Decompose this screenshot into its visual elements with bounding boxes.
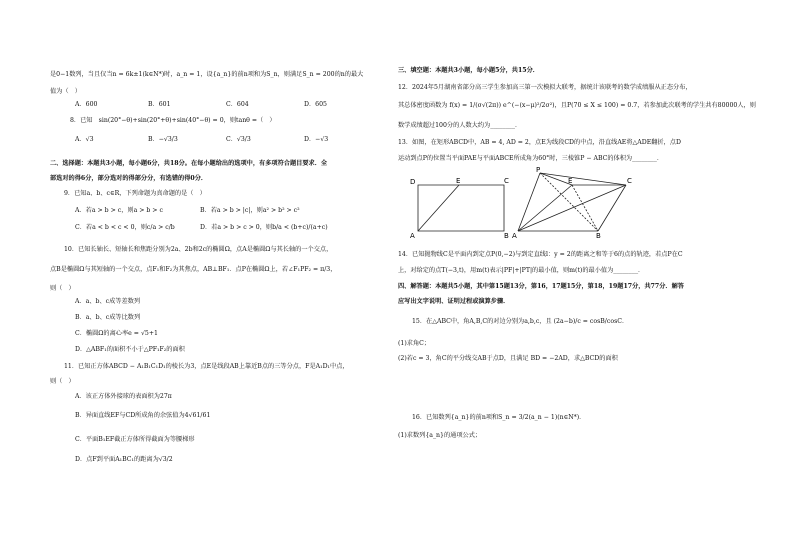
q16-text: 16．已知数列{a_n}的前n项和S_n = 3/2(a_n − 1)(n∈N*)． <box>412 414 586 421</box>
section2-heading-line2: 部选对的得6分，部分选对的得部分分，有选错的得0分． <box>50 175 208 182</box>
q9-option-c: C．若a < b < c < 0，则c/a > c/b <box>75 224 175 231</box>
q10-text-line1: 10．已知长轴长、短轴长和焦距分别为2a、2b和2c的椭圆Ω，点A是椭圆Ω与其长轴的一个交点， <box>64 246 333 253</box>
fig-label-d: D <box>410 178 416 186</box>
q12-text-line2: 其总体密度函数为 f(x) = 1/(σ√(2π)) e^(−(x−μ)²/2σ²)，且P(70 ≤ X ≤ 100) = 0.7，若参加此次联考的学生共有80000人，则 <box>398 102 756 109</box>
q7-option-d: D．605 <box>304 101 327 108</box>
fig2-label-p: P <box>536 166 541 174</box>
q10-text-line3: 则（ ） <box>50 285 75 292</box>
q8-text: 8．已知 sin(20°−θ)+sin(20°+θ)+sin(40°−θ) = 0，则tanθ =（ ） <box>70 117 276 124</box>
q11-option-c: C．平面B₁EF截正方体所得截面为等腰梯形 <box>75 436 195 443</box>
q8-option-a: A．√3 <box>75 136 94 143</box>
section2-heading-line1: 二、选择题：本题共3小题，每小题6分，共18分。在每小题给出的选项中，有多项符合题目要求．全 <box>50 160 328 167</box>
q14-text-line2: 上，对给定的点T(−3,t)，用m(t)表示|PF|+|PT|的最小值，则m(t)的最小值为________． <box>398 267 645 274</box>
section4-heading-line1: 四、解答题：本题共5小题，其中第15题13分，第16，17题15分，第18，19题17分，共77分．解答 <box>398 283 684 290</box>
q13-text-line1: 13．如图，在矩形ABCD中，AB = 4, AD = 2，点E为线段CD的中点，沿直线AE将△ADE翻折，点D <box>398 139 681 146</box>
q16-part1: (1)求数列{a_n}的通项公式； <box>398 432 482 439</box>
q11-text-line1: 11．已知正方体ABCD − A₁B₁C₁D₁的棱长为3，点E是线段AB上靠近B点的三等分点，F是A₁D₁中点， <box>64 363 349 370</box>
q9-text: 9．已知a、b、c∈R，下列命题为真命题的是（ ） <box>64 190 206 197</box>
q9-option-b: B．若a > b > |c|，则a² > b² > c² <box>200 207 300 214</box>
fig-label-c: C <box>504 177 509 185</box>
q7-option-b: B．601 <box>148 101 171 108</box>
q10-option-a: A．a、b、c成等差数列 <box>75 298 141 305</box>
q7-text-line2: 值为（ ） <box>50 88 81 95</box>
q8-option-c: C．√3/3 <box>226 136 251 143</box>
q11-option-a: A．该正方体外接球的表面积为27π <box>75 393 172 400</box>
q15-part1: (1)求角C； <box>398 340 431 347</box>
section4-heading-line2: 应写出文字说明、证明过程或演算步骤． <box>398 298 510 305</box>
q12-text-line1: 12．2024年5月湖南省部分高三学生参加高三第一次模拟大联考，据统计该联考的数学成绩服从正态分布， <box>398 84 692 91</box>
q7-option-a: A．600 <box>75 101 98 108</box>
q7-text-line1: 是0−1数列，当且仅当n = 6k±1(k∈N*)时，a_n = 1，设{a_n}的前n项和为S_n，则满足S_n = 200的n的最大 <box>50 71 364 78</box>
q11-text-line2: 则（ ） <box>50 378 75 385</box>
q13-text-line2: 运动到点P的位置当平面PAE与平面ABCE所成角为60°时，三棱锥P − ABC的体积为________． <box>398 155 664 162</box>
q12-text-line3: 数学成绩超过100分的人数大约为________． <box>398 122 522 129</box>
fig2-label-a: A <box>512 232 517 240</box>
q10-option-b: B．a、b、c成等比数列 <box>75 314 141 321</box>
q9-option-d: D．若a > b > c > 0，则b/a < (b+c)/(a+c) <box>200 224 328 231</box>
section3-heading: 三、填空题：本题共3小题，每小题5分，共15分． <box>398 67 539 74</box>
q8-option-b: B．−√3/3 <box>148 136 178 143</box>
q10-text-line2: 点B是椭圆Ω与其短轴的一个交点，点F₁和F₂为其焦点，AB⊥BF₁．点P在椭圆Ω上，若∠F₁PF₂ = π/3， <box>50 266 337 273</box>
fig2-label-e: E <box>568 177 573 185</box>
q15-part2: (2)若c = 3，角C的平分线交AB于点D，且满足 BD = −2AD，求△BCD的面积 <box>398 355 618 362</box>
fig-label-e: E <box>456 177 461 185</box>
q11-option-b: B．异面直线EF与CD所成角的余弦值为4√61/61 <box>75 412 211 419</box>
q13-figure-rectangle <box>418 185 504 231</box>
q14-text-line1: 14．已知抛物线C是平面内到定点P(0,−2)与到定直线l：y = 2的距离之和等于6的点的轨迹，若点P在C <box>398 251 683 258</box>
fig2-label-c: C <box>627 177 632 185</box>
fig-label-b: B <box>504 232 509 240</box>
q9-option-a: A．若a > b > c，则a > b > c <box>75 207 163 214</box>
q11-option-d: D．点F到平面A₁BC₁的距离为√3/2 <box>75 456 173 463</box>
q15-text: 15．在△ABC中，角A,B,C的对边分别为a,b,c，且 (2a−b)/c = cosB/cosC． <box>412 318 629 325</box>
q8-option-d: D．−√3 <box>304 136 329 143</box>
fig2-label-b: B <box>596 232 601 240</box>
q10-option-d: D．△ABF₁的面积不小于△PF₁F₂的面积 <box>75 346 185 353</box>
fig-label-a: A <box>410 232 415 240</box>
q7-option-c: C．604 <box>226 101 249 108</box>
q13-figure <box>406 163 636 243</box>
q10-option-c: C．椭圆Ω的离心率e = √5+1 <box>75 330 158 337</box>
